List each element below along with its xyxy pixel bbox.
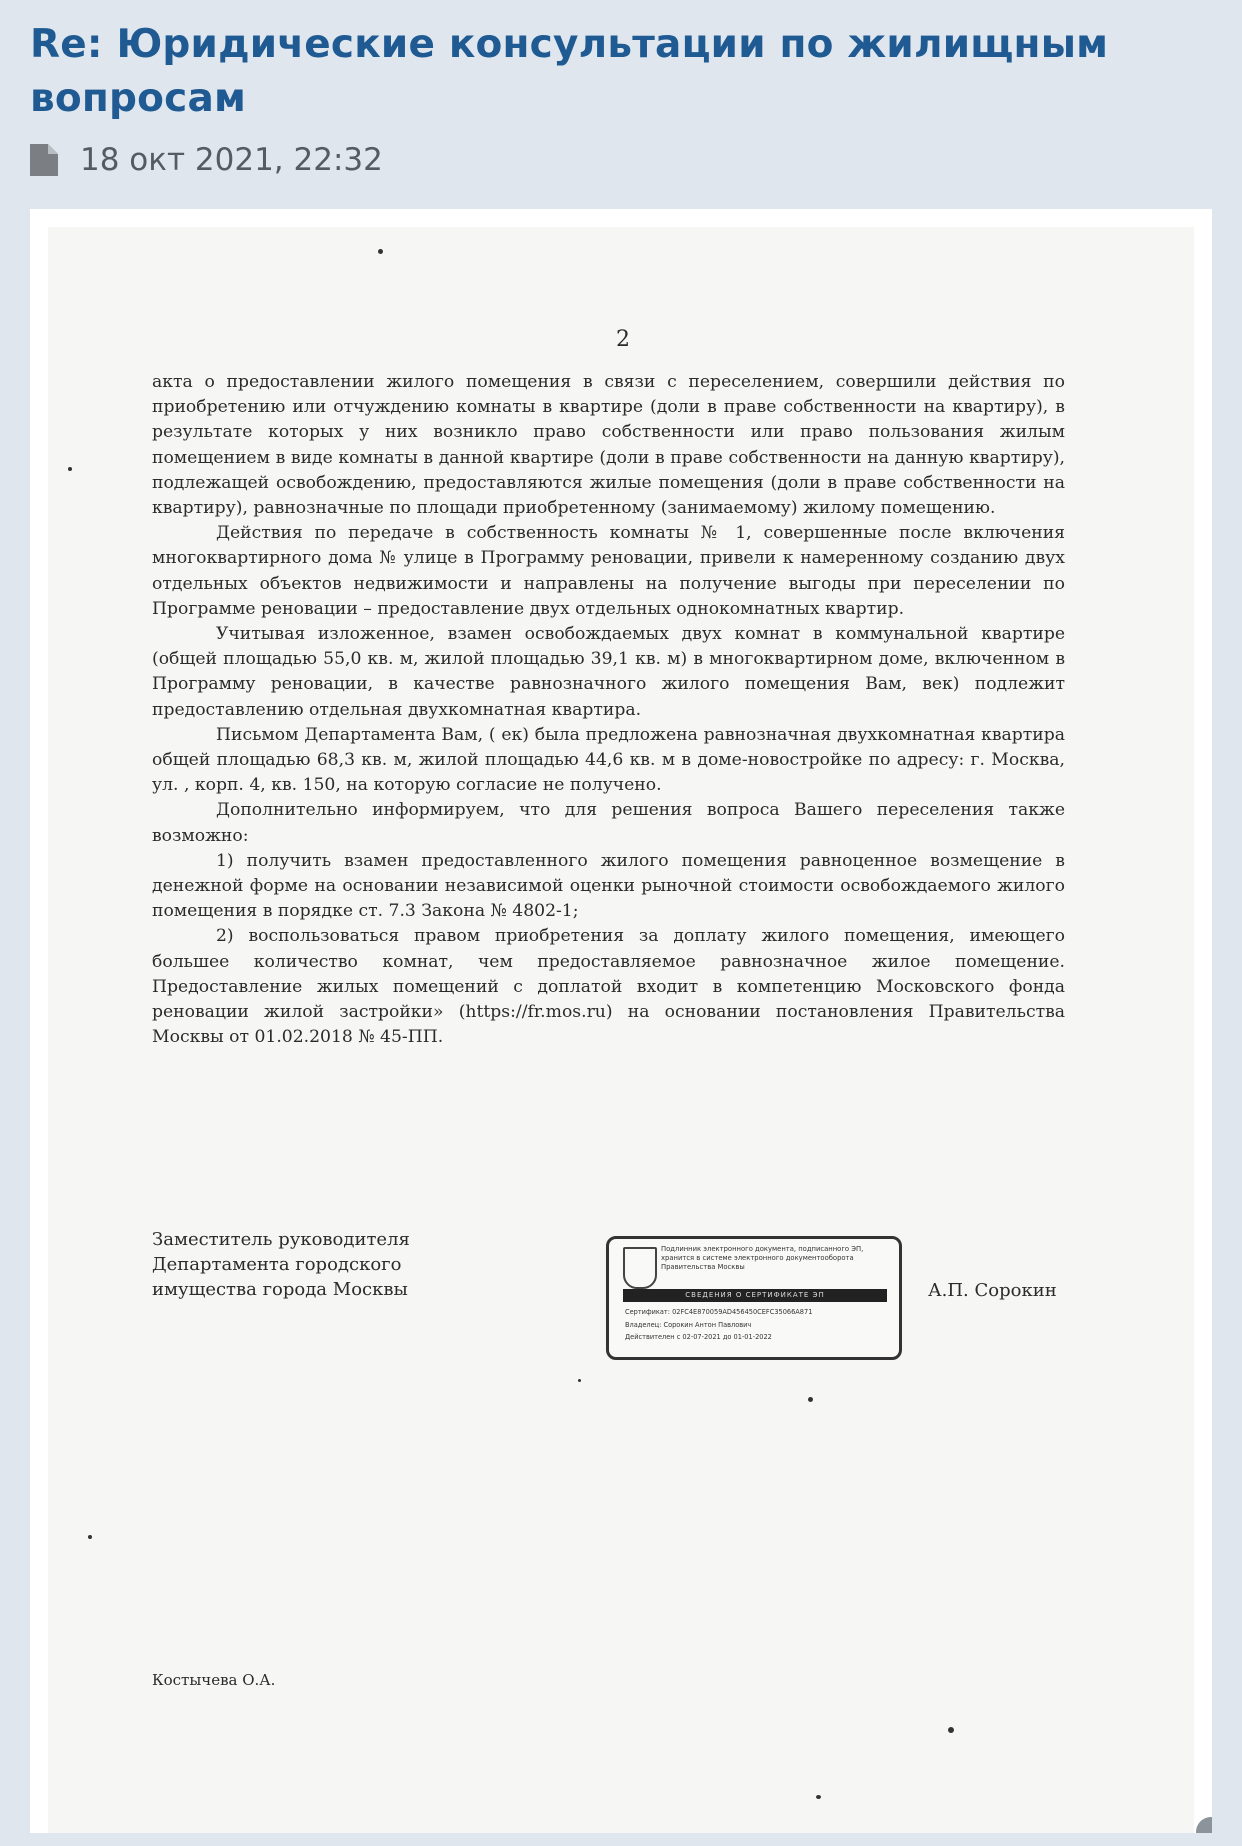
list-item: 1) получить взамен предоставленного жилого помещения равноценное возмещение в денежной форме на основании независимой оценки рыночной стоимости освобождаемого жилого помещения в порядке ст. 7.3 Закона № 4802-1;: [152, 850, 1065, 922]
page-number: 2: [616, 327, 630, 352]
list-item: 2) воспользоваться правом приобретения за доплату жилого помещения, имеющего большее количество комнат, чем предоставляемое равнозначное жилое помещение. Предоставление жилых помещений с доплатой входит в компетенцию Московского фонда реновации жилой застройки» (https://fr.mos.ru) на основании постановления Правительства Москвы от 01.02.2018 № 45-ПП.: [152, 926, 1065, 1048]
post-header: [30, 18, 1210, 180]
stamp-owner: Владелец: Сорокин Антон Павлович: [625, 1320, 752, 1329]
scan-speck: [378, 249, 383, 254]
scan-speck: [88, 1535, 92, 1539]
scan-speck: [816, 1795, 821, 1799]
paragraph: акта о предоставлении жилого помещения в связи с переселением, совершили действия по приобретению или отчуждению комнаты в квартире (доли в праве собственности на квартиру), в результате которых у них возникло право собственности или право пользования жилым помещением в виде комнаты в данной квартире (доли в праве собственности на данную квартиру), подлежащей освобождению, предоставляются жилые помещения (доли в праве собственности на квартиру), равнозначные по площади приобретенному (занимаемому) жилому помещению.: [152, 372, 1065, 519]
scan-speck: [948, 1727, 954, 1733]
post-title[interactable]: Re: Юридические консультации по жилищным вопросам: [30, 22, 1109, 121]
scroll-indicator: [1196, 1817, 1212, 1833]
file-icon: [30, 144, 58, 176]
stamp-validity: Действителен с 02-07-2021 до 01-01-2022: [625, 1333, 772, 1341]
attachment-image[interactable]: [30, 209, 1212, 1833]
stamp-note: Подлинник электронного документа, подписанного ЭП, хранится в системе электронного документооборота Правительства Москвы: [661, 1245, 864, 1271]
document-body: [152, 370, 1065, 1050]
post-date: 18 окт 2021, 22:32: [80, 142, 383, 178]
paragraph: Дополнительно информируем, что для решения вопроса Вашего переселения также возможно:: [152, 800, 1065, 846]
paragraph: Действия по передаче в собственность комнаты № 1, совершенные после включения многоквартирного дома № улице в Программу реновации, привели к намеренному созданию двух отдельных объектов недвижимости и направлены на получение выгоды при переселении по Программе реновации – предоставление двух отдельных однокомнатных квартир.: [152, 523, 1065, 619]
stamp-details: [625, 1306, 889, 1344]
stamp-header: СВЕДЕНИЯ О СЕРТИФИКАТЕ ЭП: [623, 1289, 887, 1302]
scan-speck: [68, 467, 72, 471]
e-signature-stamp: [606, 1236, 902, 1360]
paragraph: Письмом Департамента Вам, ( ек) была предложена равнозначная двухкомнатная квартира общей площадью 68,3 кв. м, жилой площадью 44,6 кв. м в доме-новостройке по адресу: г. Москва, ул. , корп. 4, кв. 150, на которую согласие не получено.: [152, 724, 1065, 796]
post-meta: [30, 140, 1210, 180]
signatory-position: [152, 1227, 410, 1302]
scanned-document: [48, 227, 1194, 1833]
position-line: Заместитель руководителя: [152, 1229, 410, 1250]
scan-speck: [578, 1379, 581, 1382]
position-line: Департамента городского: [152, 1254, 402, 1275]
scan-speck: [808, 1397, 813, 1402]
moscow-emblem-icon: [623, 1247, 657, 1289]
executor-name: Костычева О.А.: [152, 1671, 276, 1689]
position-line: имущества города Москвы: [152, 1279, 408, 1300]
paragraph: Учитывая изложенное, взамен освобождаемых двух комнат в коммунальной квартире (общей площадью 55,0 кв. м, жилой площадью 39,1 кв. м) в многоквартирном доме, включенном в Программу реновации, в качестве равнозначного жилого помещения Вам, век) подлежит предоставлению отдельная двухкомнатная квартира.: [152, 624, 1065, 720]
signer-name: А.П. Сорокин: [928, 1280, 1057, 1301]
stamp-certificate: Сертификат: 02FC4E870059AD456450CEFC35066A871: [625, 1308, 813, 1316]
